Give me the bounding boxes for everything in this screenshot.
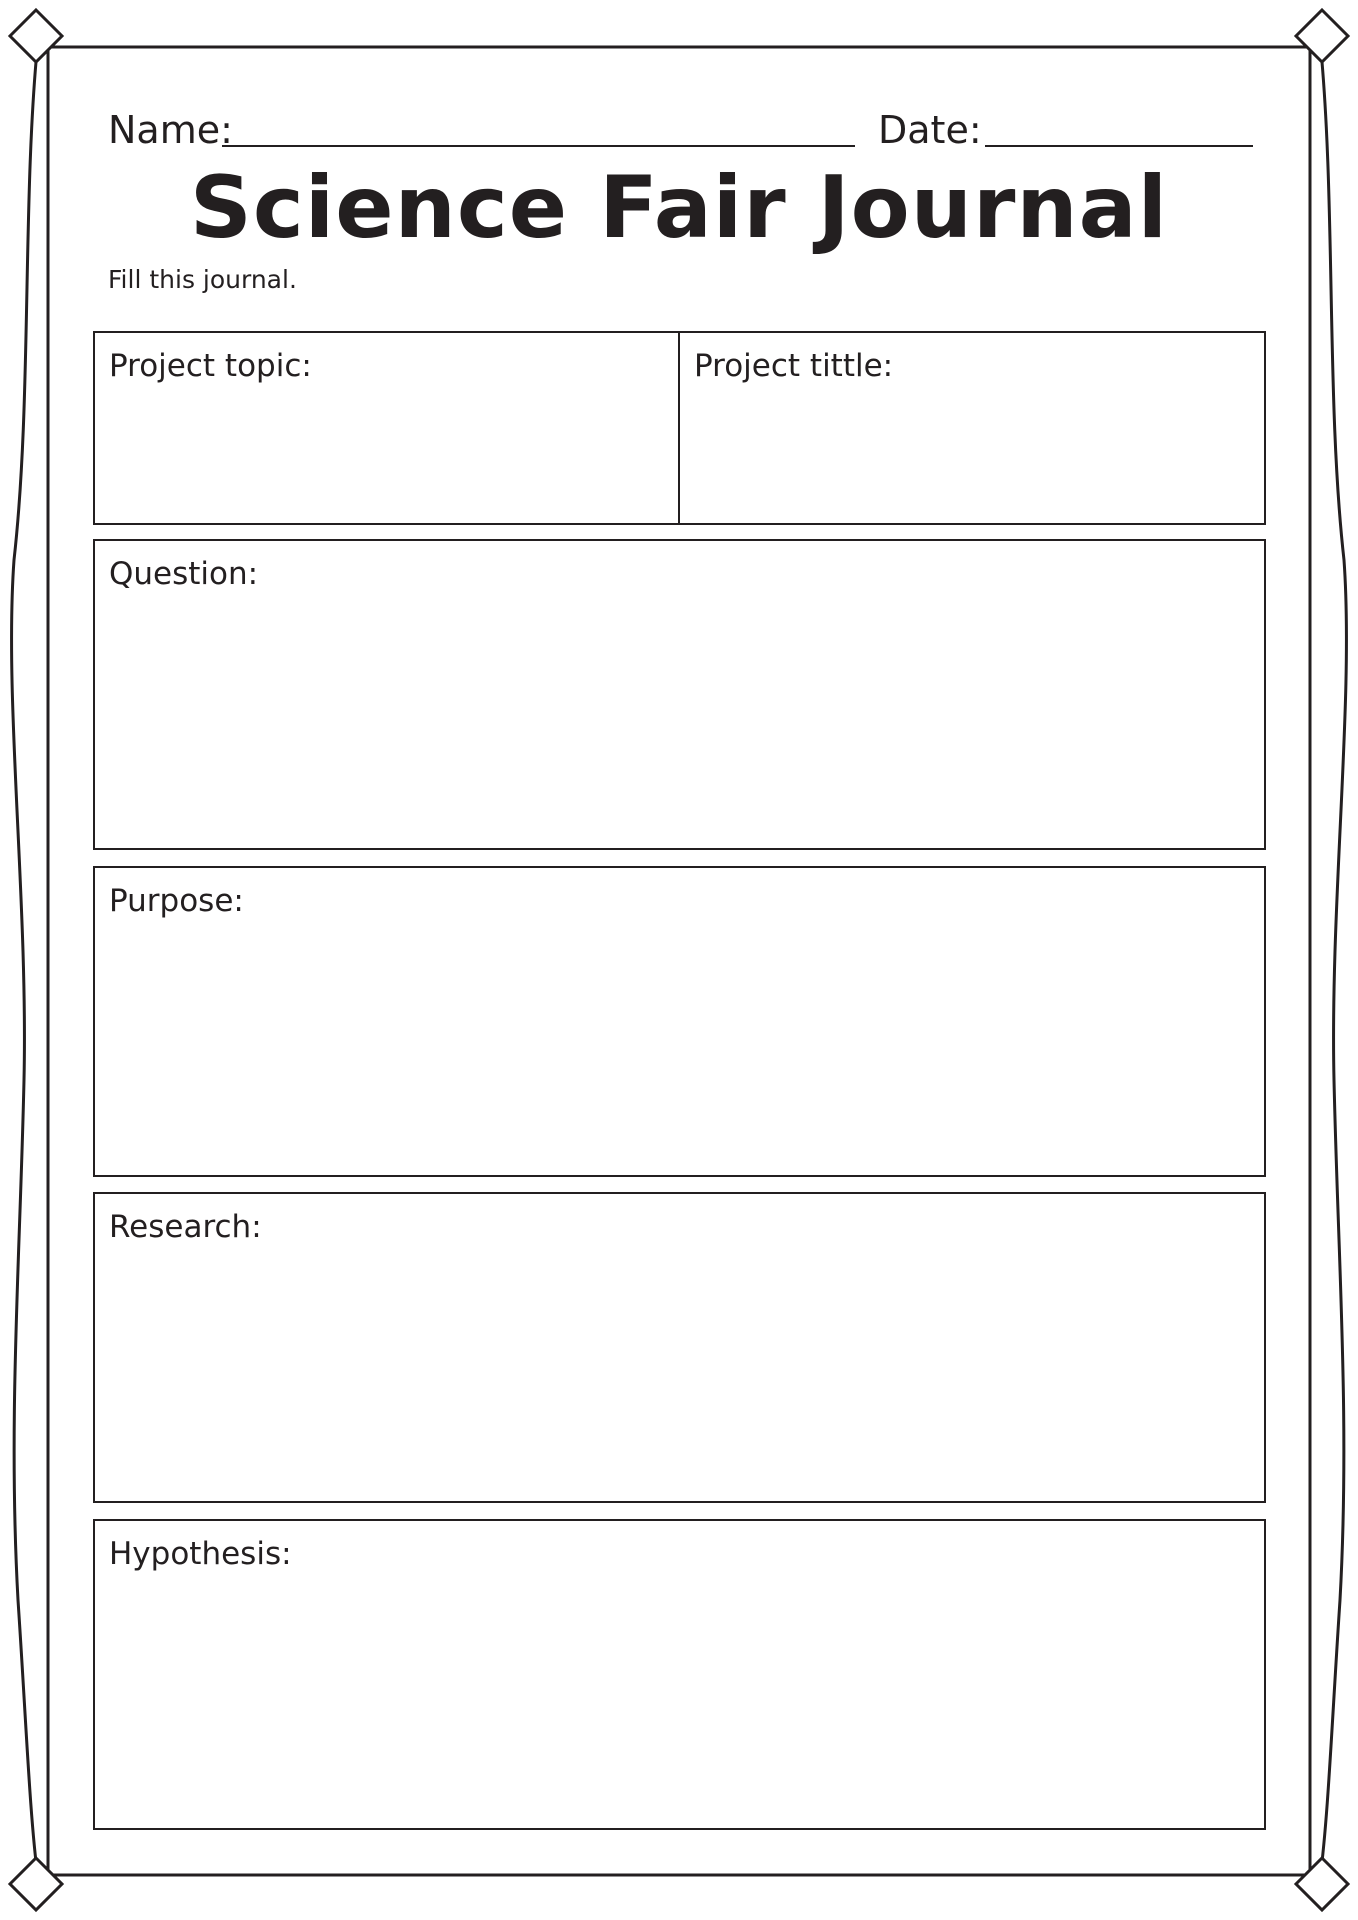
research-box[interactable] (93, 1192, 1266, 1503)
instruction-text: Fill this journal. (108, 265, 297, 294)
project-topic-label: Project topic: (109, 348, 312, 384)
purpose-label: Purpose: (109, 883, 244, 919)
purpose-box[interactable] (93, 866, 1266, 1177)
date-line[interactable] (985, 145, 1253, 147)
research-label: Research: (109, 1209, 262, 1245)
hypothesis-box[interactable] (93, 1519, 1266, 1830)
project-topic-box[interactable] (93, 331, 680, 525)
project-title-box[interactable] (678, 331, 1266, 525)
date-label: Date: (878, 108, 982, 152)
name-line[interactable] (222, 145, 855, 147)
page-title: Science Fair Journal (189, 158, 1169, 258)
question-box[interactable] (93, 539, 1266, 850)
name-label: Name: (108, 108, 233, 152)
hypothesis-label: Hypothesis: (109, 1536, 292, 1572)
question-label: Question: (109, 556, 259, 592)
project-title-label: Project tittle: (694, 348, 894, 384)
